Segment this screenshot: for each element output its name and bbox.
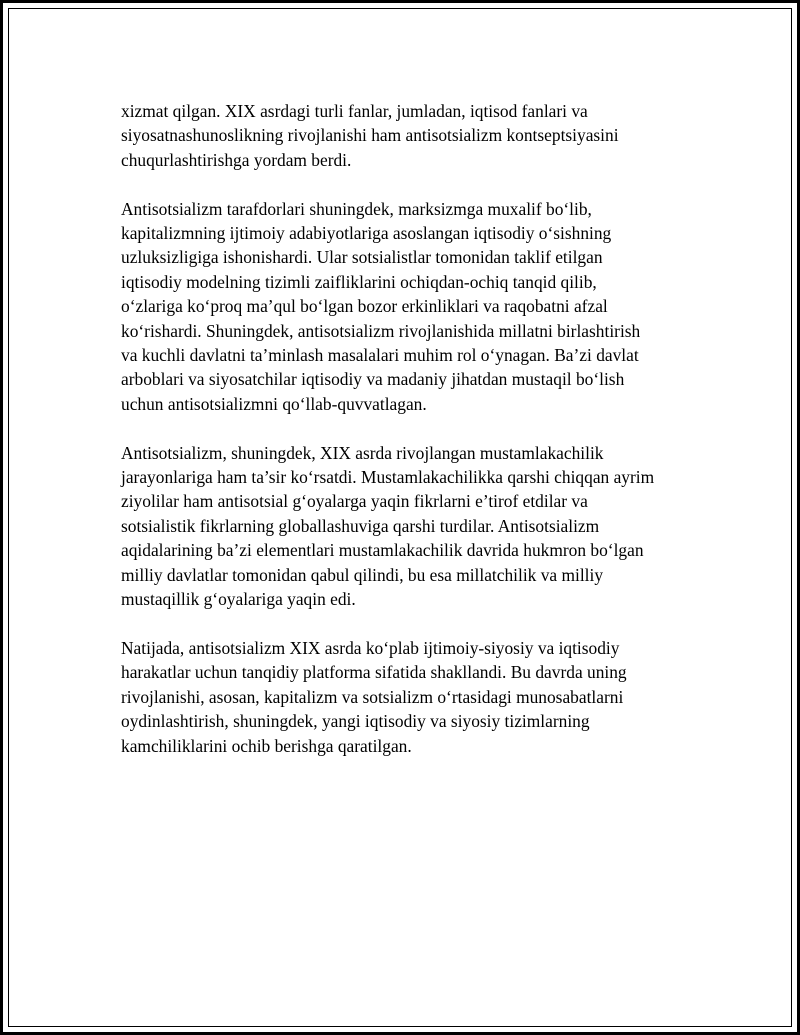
document-body — [121, 99, 681, 782]
text-line: arboblari va siyosatchilar iqtisodiy va madaniy jihatdan mustaqil bo‘lish — [121, 369, 625, 390]
text-line: xizmat qilgan. XIX asrdagi turli fanlar, jumladan, iqtisod fanlari va — [121, 101, 588, 121]
text-line: siyosatnashunoslikning rivojlanishi ham antisotsializm kontseptsiyasini — [121, 125, 619, 146]
text-line: oydinlashtirish, shuningdek, yangi iqtisodiy va siyosiy tizimlarning — [121, 711, 590, 732]
text-line: kapitalizmning ijtimoiy adabiyotlariga asoslangan iqtisodiy o‘sishning — [121, 223, 612, 244]
text-line: kamchiliklarini ochib berishga qaratilgan. — [121, 735, 412, 756]
text-line: rivojlanishi, asosan, kapitalizm va sotsializm o‘rtasidagi munosabatlarni — [121, 686, 624, 707]
text-line: sotsialistik fikrlarning globallashuviga qarshi turdilar. Antisotsializm — [121, 515, 600, 536]
text-line: uzluksizligiga ishonishardi. Ular sotsialistlar tomonidan taklif etilgan — [121, 247, 603, 268]
paragraph — [121, 99, 681, 172]
text-line: mustaqillik g‘oyalariga yaqin edi. — [121, 589, 356, 610]
text-line: uchun antisotsializmni qo‘llab-quvvatlagan. — [121, 393, 427, 414]
text-line: ko‘rishardi. Shuningdek, antisotsializm rivojlanishida millatni birlashtirish — [121, 320, 641, 341]
paragraph — [121, 197, 681, 417]
text-line: harakatlar uchun tanqidiy platforma sifatida shakllandi. Bu davrda uning — [121, 662, 627, 683]
text-line: chuqurlashtirishga yordam berdi. — [121, 149, 352, 170]
text-line: Antisotsializm, shuningdek, XIX asrda rivojlangan mustamlakachilik — [121, 442, 604, 463]
paragraph — [121, 636, 681, 758]
text-line: jarayonlariga ham ta’sir ko‘rsatdi. Mustamlakachilikka qarshi chiqqan ayrim — [121, 467, 655, 488]
paragraph — [121, 441, 681, 612]
text-line: Antisotsializm tarafdorlari shuningdek, marksizmga muxalif bo‘lib, — [121, 198, 592, 219]
text-line: Natijada, antisotsializm XIX asrda ko‘plab ijtimoiy-siyosiy va iqtisodiy — [121, 637, 620, 658]
text-line: milliy davlatlar tomonidan qabul qilindi, bu esa millatchilik va milliy — [121, 564, 604, 585]
text-line: aqidalarining ba’zi elementlari mustamlakachilik davrida hukmron bo‘lgan — [121, 540, 644, 561]
text-line: ziyolilar ham antisotsial g‘oyalarga yaqin fikrlarni e’tirof etdilar va — [121, 491, 588, 512]
text-line: va kuchli davlatni ta’minlash masalalari muhim rol o‘ynagan. Ba’zi davlat — [121, 345, 639, 366]
text-line: o‘zlariga ko‘proq ma’qul bo‘lgan bozor erkinliklari va raqobatni afzal — [121, 296, 608, 317]
text-line: iqtisodiy modelning tizimli zaifliklarini ochiqdan-ochiq tanqid qilib, — [121, 271, 597, 292]
